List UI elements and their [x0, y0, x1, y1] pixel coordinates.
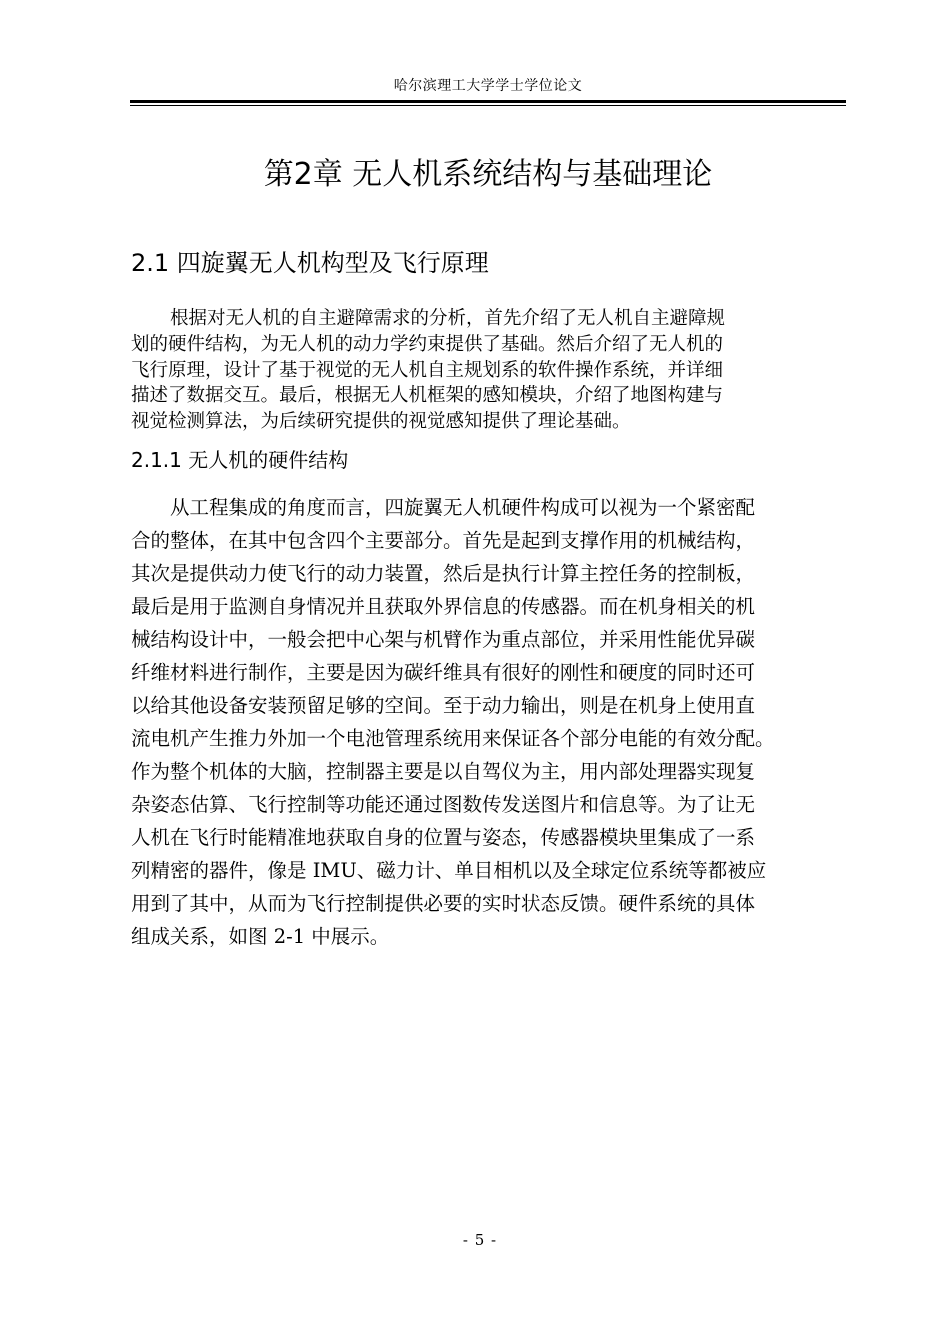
running-header: 哈尔滨理工大学学士学位论文	[393, 78, 583, 94]
body-line: 合的整体，在其中包含四个主要部分。首先是起到支撑作用的机械结构，	[131, 529, 756, 552]
header-rule-thin	[130, 105, 846, 106]
body-line: 流电机产生推力外加一个电池管理系统用来保证各个部分电能的有效分配。	[131, 727, 775, 750]
body-line: 最后是用于监测自身情况并且获取外界信息的传感器。而在机身相关的机	[131, 595, 756, 618]
intro-line: 视觉检测算法，为后续研究提供的视觉感知提供了理论基础。	[131, 411, 631, 432]
body-line: 人机在飞行时能精准地获取自身的位置与姿态，传感器模块里集成了一系	[131, 826, 756, 849]
body-line: 从工程集成的角度而言，四旋翼无人机硬件构成可以视为一个紧密配	[170, 496, 756, 519]
body-line: 杂姿态估算、飞行控制等功能还通过图数传发送图片和信息等。为了让无	[131, 793, 756, 816]
body-line: 械结构设计中，一般会把中心架与机臂作为重点部位，并采用性能优异碳	[131, 628, 756, 651]
body-line: 组成关系，如图 2-1 中展示。	[131, 925, 390, 948]
section-heading: 2.1 四旋翼无人机构型及飞行原理	[131, 249, 489, 277]
body-line: 用到了其中，从而为飞行控制提供必要的实时状态反馈。硬件系统的具体	[131, 892, 756, 915]
body-line: 纤维材料进行制作，主要是因为碳纤维具有很好的刚性和硬度的同时还可	[131, 661, 756, 684]
page-number: - 5 -	[462, 1231, 498, 1249]
subsection-heading: 2.1.1 无人机的硬件结构	[131, 448, 349, 472]
body-line: 列精密的器件，像是 IMU、磁力计、单目相机以及全球定位系统等都被应	[131, 859, 767, 882]
body-line: 作为整个机体的大脑，控制器主要是以自驾仪为主，用内部处理器实现复	[131, 760, 756, 783]
intro-line: 根据对无人机的自主避障需求的分析，首先介绍了无人机自主避障规	[170, 308, 726, 329]
intro-line: 划的硬件结构，为无人机的动力学约束提供了基础。然后介绍了无人机的	[131, 334, 724, 355]
body-line: 以给其他设备安装预留足够的空间。至于动力输出，则是在机身上使用直	[131, 694, 756, 717]
intro-line: 飞行原理，设计了基于视觉的无人机自主规划系的软件操作系统，并详细	[131, 360, 724, 381]
header-rule-thick	[130, 100, 846, 103]
intro-line: 描述了数据交互。最后，根据无人机框架的感知模块，介绍了地图构建与	[131, 385, 724, 406]
body-line: 其次是提供动力使飞行的动力装置，然后是执行计算主控任务的控制板，	[131, 562, 756, 585]
chapter-title: 第2章 无人机系统结构与基础理论	[263, 157, 713, 192]
